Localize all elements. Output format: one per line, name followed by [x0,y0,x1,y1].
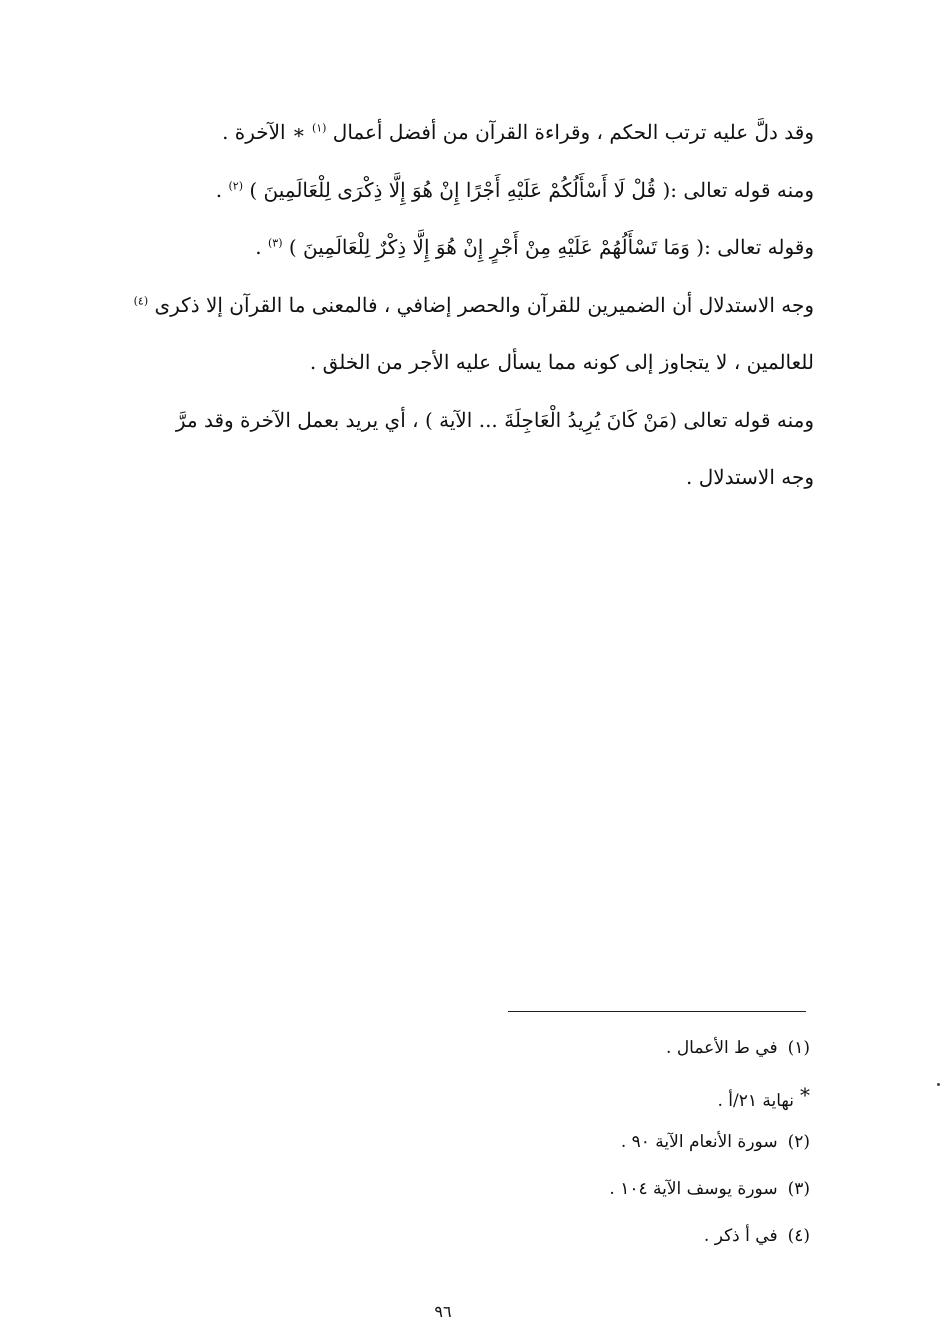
text-line-4: وجه الاستدلال أن الضميرين للقرآن والحصر إضافي ، فالمعنى ما القرآن إلا ذكرى $^{(٤)}$ [133,292,814,317]
page-number: ٩٦ [434,1302,452,1321]
text-line-1: وقد دلَّ عليه ترتب الحكم ، وقراءة القرآن من أفضل أعمال $^{(١)}$ ∗ الآخرة . [222,120,814,144]
footnote-text: سورة يوسف الآية ١٠٤ . [609,1179,778,1199]
footnote-folio [440,1077,810,1124]
text-line-5: للعالمين ، لا يتجاوز إلى كونه مما يسأل عليه الأجر من الخلق . [309,350,814,374]
footnote-text: سورة الأنعام الآية ٩٠ . [620,1132,778,1152]
footnote-ref-2: (٢) [228,178,243,192]
footnote-number: (٢) [787,1132,810,1152]
footnote-text: في ط الأعمال . [666,1038,778,1058]
footnote-text: في أ ذكر . [703,1226,778,1246]
footnote-ref-3: (٣) [267,236,283,250]
text-line-7: وجه الاستدلال . [685,465,814,489]
footnote-number: (٣) [787,1179,810,1199]
footnote-ref-4: (٤) [133,293,149,307]
footnote-number: (٤) [787,1226,810,1246]
asterisk-mark: * [800,1083,810,1107]
text-line-2: ومنه قوله تعالى :( قُلْ لَا أَسْأَلُكُمْ عَلَيْهِ أَجْرًا إِنْ هُوَ إِلَّا ذِكْرَى لِلْعَالَمِينَ ) $^{(٢)}$ . [215,177,814,202]
footnote-4 [440,1218,810,1265]
text-line-3: وقوله تعالى :( وَمَا تَسْأَلُهُمْ عَلَيْهِ مِنْ أَجْرٍ إِنْ هُوَ إِلَّا ذِكْرٌ لِلْعَالَمِينَ ) $^{(٣)}$ . [255,235,814,259]
main-text [108,112,814,515]
footnote-number: (١) [787,1038,810,1058]
footnote-2 [440,1124,810,1171]
footnotes [440,1030,810,1265]
footnote-1 [440,1030,810,1077]
footnote-divider [508,1011,806,1012]
text-line-6: ومنه قوله تعالى (مَنْ كَانَ يُرِيدُ الْعَاجِلَةَ ... الآية ) ، أي يريد بعمل الآخرة وقد مرَّ [175,407,814,432]
footnote-ref-1: (١) [311,121,327,135]
scan-speck [937,1083,940,1086]
footnote-3 [440,1171,810,1218]
footnote-text: نهاية ٢١/أ . [717,1091,794,1111]
